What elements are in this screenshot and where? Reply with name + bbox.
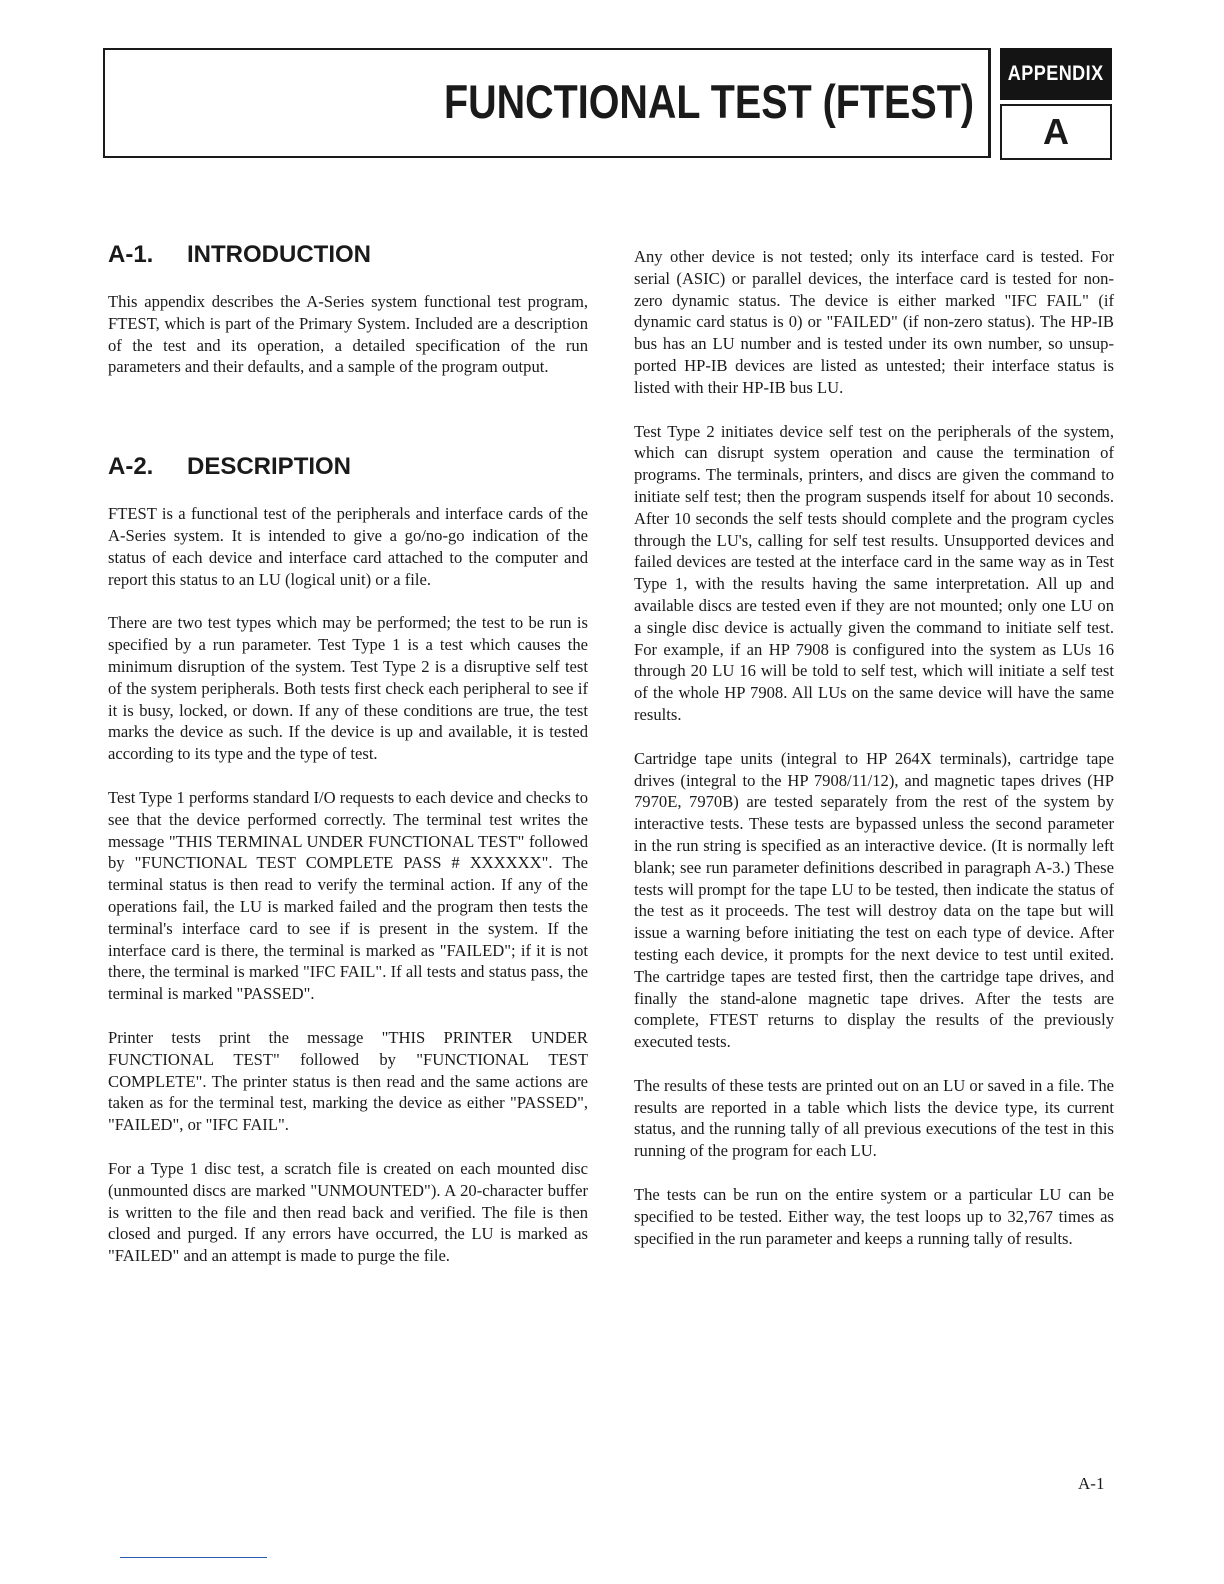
footer-rule	[120, 1557, 267, 1558]
section-number: A-2.	[108, 453, 154, 481]
page-title: FUNCTIONAL TEST (FTEST)	[443, 75, 974, 128]
page-number: A-1	[1078, 1474, 1105, 1493]
paragraph: The tests can be run on the entire system or a particular LU can be specified to be tested. Either way, the test loops up to 32,767 times as specified in the run parameter and keeps a running tally of results.	[634, 1185, 1114, 1248]
section-heading-introduction	[108, 240, 588, 270]
section-heading-description	[108, 452, 588, 482]
paragraph: Printer tests print the message "THIS PRINTER UNDER FUNCTIONAL TEST" followed by "FUNCTIONAL TEST COMPLETE". The printer status is then read and the same actions are taken as for the terminal test, marking the device as either "PASSED", "FAILED", or "IFC FAIL".	[108, 1027, 588, 1135]
right-column	[634, 246, 1114, 1249]
title-banner	[103, 48, 991, 158]
appendix-letter: A	[1000, 104, 1112, 160]
paragraph: The results of these tests are printed out on an LU or saved in a file. The results are reported in a table which lists the device type, its current status, and the running tally of all previous executions of the test in this running of the program for each LU.	[634, 1075, 1114, 1161]
appendix-label: APPENDIX	[1000, 48, 1112, 100]
paragraph: Test Type 2 initiates device self test on the peripherals of the system, which can disrupt system operation and cause the termination of programs. The terminals, printers, and discs are given the command to initiate self test; then the program suspends itself for about 10 seconds. After 10 seconds the self tests should complete and the program cycles through the LU's, calling for self test results. Unsupported devices and failed devices are tested at the interface card in the same way as in Test Type 1, with the results having the same interpretation. All up and available discs are tested even if they are not mounted; only one LU on a single disc device is actually given the command to initiate self test. For example, if an HP 7908 is configured into the system as LUs 16 through 20 LU 16 will be told to self test, which will initiate a self test of the whole HP 7908. All LUs on the same device will have the same results.	[634, 421, 1114, 724]
paragraph: Any other device is not tested; only its interface card is tested. For serial (ASIC) or parallel devices, the interface card is tested for non-zero dynamic status. The device is either marked "IFC FAIL" (if dynamic card status is 0) or "FAILED" (if non-zero status). The HP-IB bus has an LU number and is tested under its own number, so unsupported HP-IB devices are listed as untested; their interface status is listed with their HP-IB bus LU.	[634, 247, 1114, 397]
section-title: INTRODUCTION	[187, 241, 371, 268]
paragraph: Cartridge tape units (integral to HP 264X terminals), cartridge tape drives (integral to the HP 7908/11/12), and magnetic tapes drives (HP 7970E, 7970B) are tested separately from the rest of the system by interactive tests. These tests are bypassed unless the second parameter in the run string is specified as an interactive device. (It is normally left blank; see run parameter definitions described in paragraph A-3.) These tests will prompt for the tape LU to be tested, then indicate the status of the test as it proceeds. The test will destroy data on the tape but will issue a warning before initiating the test on each type of device. After testing each device, it prompts for the next device to test until exited. The cartridge tapes are tested first, then the cartridge tape drives, and finally the stand-alone magnetic tape drives. After the tests are complete, FTEST returns to display the results of the previously executed tests.	[634, 748, 1114, 1052]
paragraph: Test Type 1 performs standard I/O requests to each device and checks to see that the device performed correctly. The terminal test writes the message "THIS TERMINAL UNDER FUNCTIONAL TEST" followed by "FUNCTIONAL TEST COMPLETE PASS # XXXXXX". The terminal status is then read to verify the terminal action. If any of the operations fail, the LU is marked failed and the program then tests the terminal's interface card to see if is present in the system. If the interface card is there, the terminal is marked as "FAILED"; if it is not there, the terminal is marked "IFC FAIL". If all tests and status pass, the terminal is marked "PASSED".	[108, 787, 588, 1004]
paragraph: FTEST is a functional test of the peripherals and interface cards of the A-Series system. It is intended to give a go/no-go indication of the status of each device and interface card attached to the computer and report this status to an LU (logical unit) or a file.	[108, 504, 588, 589]
paragraph: This appendix describes the A-Series system functional test program, FTEST, which is part of the Primary System. Included are a description of the test and its operation, a detailed specification of the run parameters and their defaults, and a sample of the program output.	[108, 292, 588, 377]
paragraph: There are two test types which may be performed; the test to be run is specified by a run parameter. Test Type 1 is a test which causes the minimum disruption of the system. Test Type 2 is a disruptive self test of the system peripherals. Both tests first check each peripheral to see if it is busy, locked, or down. If any of these conditions are true, the test marks the device as such. If the device is up and available, it is tested according to its type and the type of test.	[108, 613, 588, 764]
appendix-marker	[1000, 48, 1112, 160]
paragraph: For a Type 1 disc test, a scratch file is created on each mounted disc (unmounted discs are marked "UNMOUNTED"). A 20-character buffer is written to the file and then read back and verified. The file is then closed and purged. If any errors have occurred, the LU is marked as "FAILED" and an attempt is made to purge the file.	[108, 1158, 588, 1266]
section-number: A-1.	[108, 241, 154, 268]
left-column	[108, 240, 588, 1267]
section-title: DESCRIPTION	[187, 453, 352, 481]
